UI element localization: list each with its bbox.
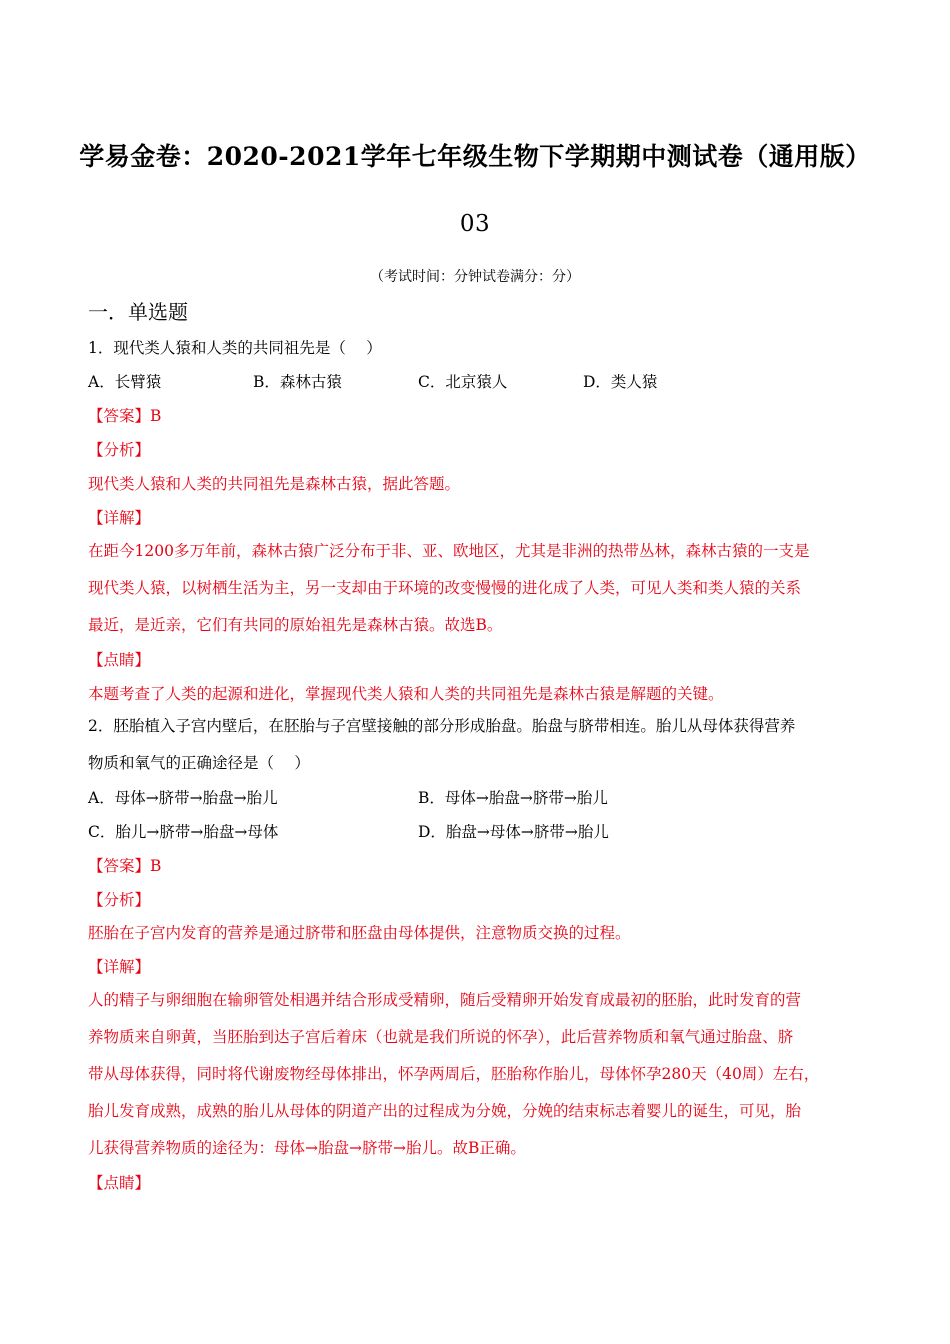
q2-analysis-text: 胚胎在子宫内发育的营养是通过脐带和胚盘由母体提供，注意物质交换的过程。 [88, 924, 631, 942]
q2-detail-line: 儿获得营养物质的途径为：母体→胎盘→脐带→胎儿。故B正确。 [88, 1139, 526, 1157]
q1-detail-line: 现代类人猿，以树栖生活为主，另一支却由于环境的改变慢慢的进化成了人类，可见人类和类人猿的关系 [88, 579, 802, 597]
document-title-number: 03 [459, 211, 491, 237]
q2-detail-line: 人的精子与卵细胞在输卵管处相遇并结合形成受精卵，随后受精卵开始发育成最初的胚胎，此时发育的营 [88, 991, 802, 1009]
q2-detail-tag: 【详解】 [88, 958, 151, 976]
exam-info: （考试时间：分钟试卷满分：分） [370, 269, 580, 285]
q1-answer-tag: 【答案】B [88, 407, 162, 425]
q1-comment-text: 本题考查了人类的起源和进化，掌握现代类人猿和人类的共同祖先是森林古猿是解题的关键。 [88, 685, 724, 703]
q2-detail-line: 带从母体获得，同时将代谢废物经母体排出，怀孕两周后，胚胎称作胎儿，母体怀孕280天（40周）左右， [88, 1065, 820, 1083]
q1-detail-line: 在距今1200多万年前，森林古猿广泛分布于非、亚、欧地区，尤其是非洲的热带丛林，森林古猿的一支是 [88, 542, 810, 560]
q1-stem: 1．现代类人猿和人类的共同祖先是（ ） [88, 339, 382, 357]
q1-option-a: A．长臂猿 [88, 373, 162, 391]
q2-detail-line: 养物质来自卵黄，当胚胎到达子宫后着床（也就是我们所说的怀孕），此后营养物质和氧气通过胎盘、脐 [88, 1028, 794, 1046]
q1-option-d: D．类人猿 [583, 373, 658, 391]
q2-comment-tag: 【点睛】 [88, 1174, 151, 1192]
q2-option-b: B．母体→胎盘→脐带→胎儿 [418, 789, 608, 807]
q1-detail-line: 最近，是近亲，它们有共同的原始祖先是森林古猿。故选B。 [88, 616, 503, 634]
document-title: 学易金卷：2020-2021学年七年级生物下学期期中测试卷（通用版） [79, 142, 871, 171]
section-heading: 一．单选题 [88, 300, 188, 324]
q1-detail-tag: 【详解】 [88, 509, 151, 527]
q2-analysis-tag: 【分析】 [88, 891, 151, 909]
q2-option-c: C．胎儿→脐带→胎盘→母体 [88, 823, 279, 841]
q1-comment-tag: 【点睛】 [88, 651, 151, 669]
q2-option-a: A．母体→脐带→胎盘→胎儿 [88, 789, 278, 807]
q1-analysis-text: 现代类人猿和人类的共同祖先是森林古猿，据此答题。 [88, 475, 461, 493]
q2-stem-line: 物质和氧气的正确途径是（ ） [88, 754, 310, 772]
q2-stem-line: 2．胚胎植入子宫内壁后，在胚胎与子宫壁接触的部分形成胎盘。胎盘与脐带相连。胎儿从母体获得营养 [88, 717, 796, 735]
q2-answer-tag: 【答案】B [88, 857, 162, 875]
q1-option-b: B．森林古猿 [253, 373, 342, 391]
q1-option-c: C．北京猿人 [418, 373, 508, 391]
q1-analysis-tag: 【分析】 [88, 441, 151, 459]
q2-option-d: D．胎盘→母体→脐带→胎儿 [418, 823, 609, 841]
q2-detail-line: 胎儿发育成熟，成熟的胎儿从母体的阴道产出的过程成为分娩，分娩的结束标志着婴儿的诞生，可见，胎 [88, 1102, 802, 1120]
